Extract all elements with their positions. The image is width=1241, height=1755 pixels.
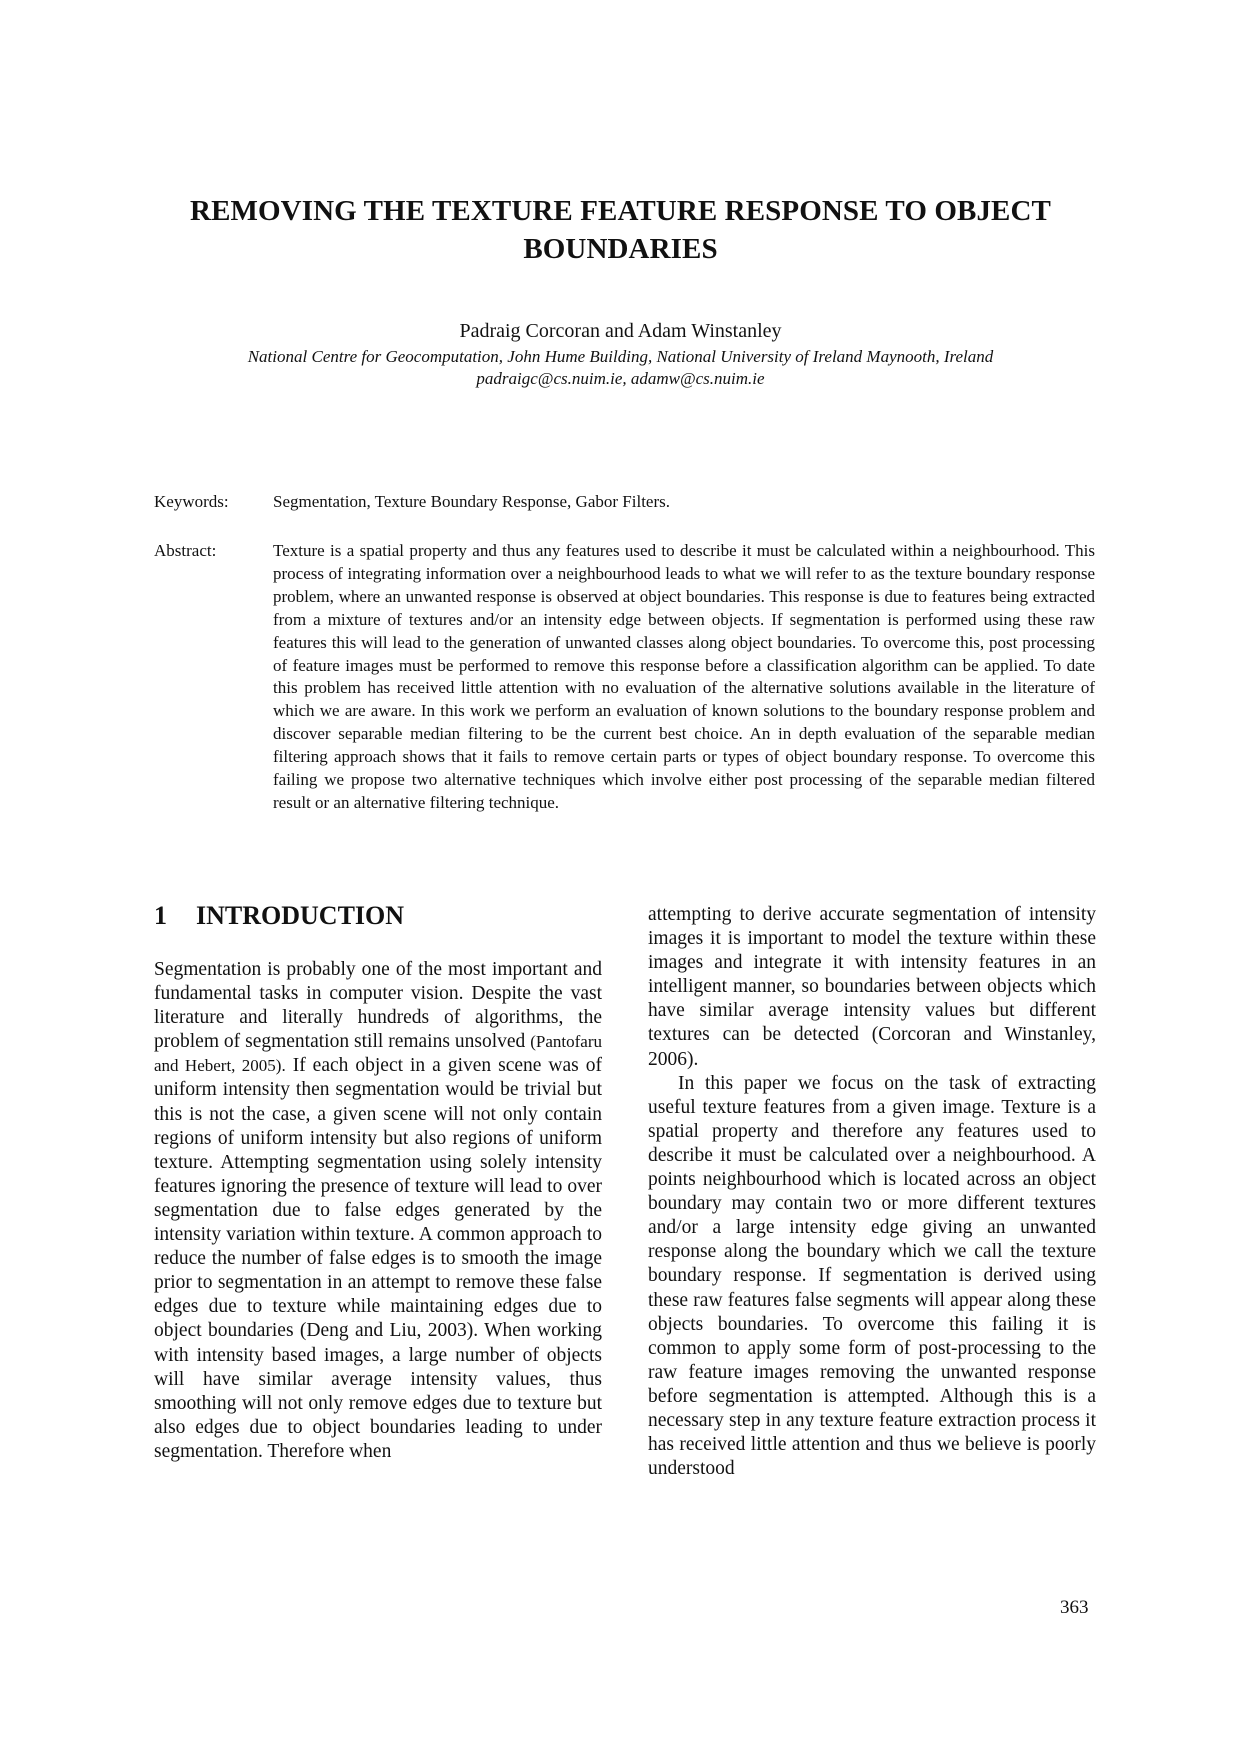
intro-paragraph-1 — [154, 958, 602, 1464]
section-title: INTRODUCTION — [196, 901, 405, 930]
intro-paragraph-2: In this paper we focus on the task of extracting useful texture features from a given image. Texture is a spatial property and therefore any features used to describe it must be calculated over a neighbourhood. A points neighbourhood which is located across an object boundary may contain two or more different textures and/or a large intensity edge giving an unwanted response along the boundary which we call the texture boundary response. If segmentation is derived using these raw features false segments will appear along these objects boundaries. To overcome this failing it is common to apply some form of post-processing to the raw feature images removing the unwanted response before segmentation is attempted. Although this is a necessary step in any texture feature extraction process it has received little attention and thus we believe is poorly understood — [648, 1072, 1096, 1480]
abstract-label: Abstract: — [154, 541, 217, 560]
paper-title: REMOVING THE TEXTURE FEATURE RESPONSE TO OBJECT BOUNDARIES — [190, 195, 1051, 265]
affiliation-block — [140, 346, 1101, 390]
paragraph-text: If each object in a given scene was of uniform intensity then segmentation would be trivial but this is not the case, a given scene will not only contain regions of uniform intensity but also regions of uniform texture. Attempting segmentation using solely intensity features ignoring the presence of texture will lead to over segmentation due to false edges generated by the intensity variation within texture. A common approach to reduce the number of false edges is to smooth the image prior to segmentation in an attempt to remove these false edges due to texture while maintaining edges due to object boundaries (Deng and Liu, 2003). When working with intensity based images, a large number of objects will have similar average intensity values, thus smoothing will not only remove edges due to texture but also edges due to object boundaries leading to under segmentation. Therefore when — [154, 1055, 602, 1462]
page-number: 363 — [1060, 1597, 1089, 1618]
right-column — [648, 903, 1096, 1481]
keywords-label: Keywords: — [154, 492, 229, 511]
author-names: Padraig Corcoran and Adam Winstanley — [459, 320, 782, 342]
citation: (Pantofaru and Hebert, 2005). — [154, 1032, 602, 1076]
affiliation: National Centre for Geocomputation, John Hume Building, National University of Ireland Maynooth, Ireland — [247, 347, 994, 366]
intro-paragraph-continued: attempting to derive accurate segmentation of intensity images it is important to model the texture within these images and integrate it with intensity features in an intelligent manner, so boundaries between objects which have similar average intensity values but different textures can be detected (Corcoran and Winstanley, 2006). — [648, 904, 1096, 1070]
author-emails: padraigc@cs.nuim.ie, adamw@cs.nuim.ie — [476, 369, 765, 388]
left-column — [154, 958, 602, 1464]
section-heading — [154, 900, 404, 932]
paragraph-text: Segmentation is probably one of the most important and fundamental tasks in computer vision. Despite the vast literature and literally hundreds of algorithms, the problem of segmentation still remains unsolved — [154, 959, 602, 1053]
keywords-text: Segmentation, Texture Boundary Response, Gabor Filters. — [273, 492, 670, 511]
abstract-text: Texture is a spatial property and thus any features used to describe it must be calculated within a neighbourhood. This process of integrating information over a neighbourhood leads to what we will refer to as the texture boundary response problem, where an unwanted response is observed at object boundaries. This response is due to features being extracted from a mixture of textures and/or an intensity edge between objects. If segmentation is performed using these raw features this will lead to the generation of unwanted classes along object boundaries. To overcome this, post processing of feature images must be performed to remove this response before a classification algorithm can be applied. To date this problem has received little attention with no evaluation of the alternative solutions available in the literature of which we are aware. In this work we perform an evaluation of known solutions to the boundary response problem and discover separable median filtering to be the current best choice. An in depth evaluation of the separable median filtering approach shows that it fails to remove certain parts or types of object boundary response. To overcome this failing we propose two alternative techniques which involve either post processing of the separable median filtered result or an alternative filtering technique. — [273, 541, 1095, 812]
section-number: 1 — [154, 901, 167, 930]
